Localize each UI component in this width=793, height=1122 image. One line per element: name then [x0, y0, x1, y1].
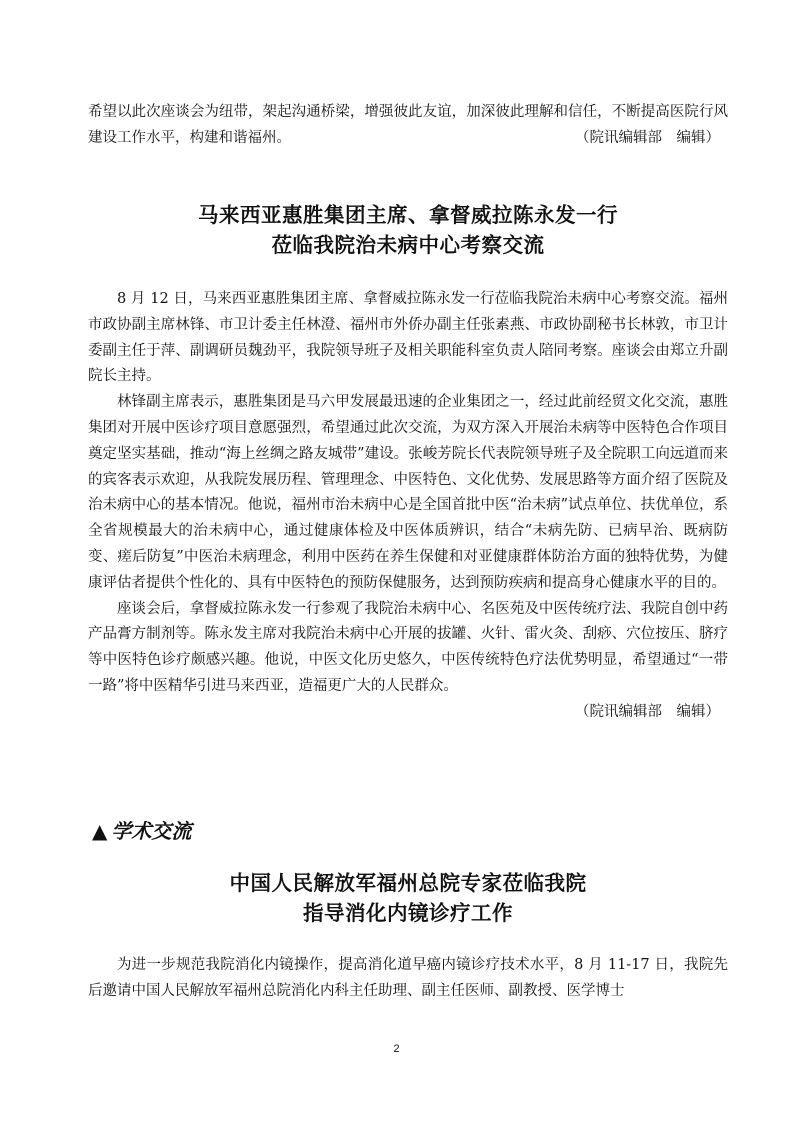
article-1-title-line-1: 马来西亚惠胜集团主席、拿督威拉陈永发一行	[198, 203, 618, 227]
article-2-body	[88, 953, 728, 1005]
article-1-paragraph-2: 林锋副主席表示，惠胜集团是马六甲发展最迅速的企业集团之一，经过此前经贸文化交流，惠胜集团对开展中医诊疗项目意愿强烈，希望通过此次交流，为双方深入开展治未病等中医特色合作项目奠定坚实基础，推动“海上丝绸之路友城带”建设。张峻芳院长代表院领导班子及全院职工向远道而来的宾客表示欢迎，从我院发展历程、管理理念、中医特色、文化优势、发展思路等方面介绍了医院及治未病中心的基本情况。他说，福州市治未病中心是全国首批中医“治未病”试点单位、扶优单位，系全省规模最大的治未病中心，通过健康体检及中医体质辨识，结合“未病先防、已病早治、既病防变、瘥后防复”中医治未病理念，利用中医药在养生保健和对亚健康群体防治方面的独特优势，为健康评估者提供个性化的、具有中医特色的预防保健服务，达到预防疾病和提高身心健康水平的目的。	[88, 394, 728, 591]
article-1-signature: （院讯编辑部 编辑）	[575, 703, 720, 720]
intro-block	[88, 100, 728, 152]
section-heading	[92, 815, 191, 844]
article-2-paragraph-1: 为进一步规范我院消化内镜操作，提高消化道早癌内镜诊疗技术水平，8 月 11-17 日，我院先后邀请中国人民解放军福州总院消化内科主任助理、副主任医师、副教授、医学博士	[88, 957, 728, 999]
article-2-title-line-2: 指导消化内镜诊疗工作	[303, 901, 513, 925]
intro-signature: （院讯编辑部 编辑）	[575, 129, 720, 146]
article-2-title-line-1: 中国人民解放军福州总院专家莅临我院	[229, 871, 587, 895]
article-1-body	[88, 287, 728, 726]
intro-paragraph: 希望以此次座谈会为纽带，架起沟通桥梁，增强彼此友谊，加深彼此理解和信任，不断提高医院行风建设工作水平，构建和谐福州。	[88, 104, 728, 146]
triangle-marker-icon: ▲	[92, 819, 108, 843]
article-2	[88, 868, 728, 928]
article-1-title-line-2: 莅临我院治未病中心考察交流	[271, 233, 545, 257]
article-1-paragraph-3: 座谈会后，拿督威拉陈永发一行参观了我院治未病中心、名医苑及中医传统疗法、我院自创中药产品膏方制剂等。陈永发主席对我院治未病中心开展的拔罐、火针、雷火灸、刮痧、穴位按压、脐疗等中医特色诊疗颇感兴趣。他说，中医文化历史悠久，中医传统特色疗法优势明显，希望通过“一带一路”将中医精华引进马来西亚，造福更广大的人民群众。	[88, 600, 728, 694]
article-1	[88, 200, 728, 260]
section-heading-label: 学术交流	[111, 819, 192, 843]
article-1-paragraph-1: 8 月 12 日，马来西亚惠胜集团主席、拿督威拉陈永发一行莅临我院治未病中心考察交流。福州市政协副主席林锋、市卫计委主任林澄、福州市外侨办副主任张素燕、市政协副秘书长林敦，市卫计委副主任于萍、副调研员魏劲平，我院领导班子及相关职能科室负责人陪同考察。座谈会由郑立升副院长主持。	[88, 291, 728, 385]
page-number: 2	[393, 1043, 400, 1055]
